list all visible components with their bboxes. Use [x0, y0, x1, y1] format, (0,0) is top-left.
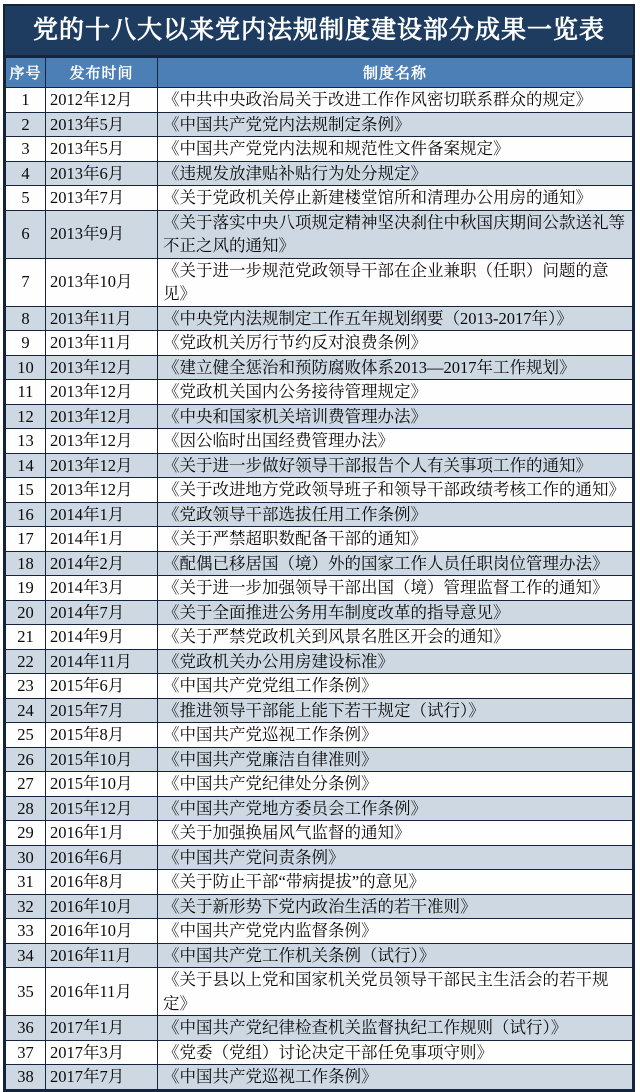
table-row	[6, 502, 633, 527]
row-regulation-name: 《关于进一步做好领导干部报告个人有关事项工作的通知》	[158, 453, 633, 478]
row-regulation-name: 《中央党内法规制定工作五年规划纲要（2013-2017年）》	[158, 306, 633, 331]
row-number: 23	[6, 674, 46, 699]
row-publish-date: 2015年6月	[46, 674, 158, 699]
row-publish-date: 2017年3月	[46, 1040, 158, 1065]
row-regulation-name: 《党委（党组）讨论决定干部任免事项守则》	[158, 1040, 633, 1065]
row-regulation-name: 《推进领导干部能上能下若干规定（试行）》	[158, 698, 633, 723]
row-regulation-name: 《违规发放津贴补贴行为处分规定》	[158, 161, 633, 186]
row-publish-date: 2015年12月	[46, 796, 158, 821]
row-number: 26	[6, 747, 46, 772]
row-publish-date: 2016年11月	[46, 968, 158, 1016]
row-publish-date: 2016年8月	[46, 870, 158, 895]
table-row	[6, 943, 633, 968]
column-header-date: 发布时间	[46, 58, 158, 88]
row-number: 37	[6, 1040, 46, 1065]
row-regulation-name: 《中国共产党党内监督条例》	[158, 919, 633, 944]
row-regulation-name: 《中国共产党廉洁自律准则》	[158, 747, 633, 772]
row-publish-date: 2017年1月	[46, 1016, 158, 1041]
table-row	[6, 186, 633, 211]
row-number: 1	[6, 88, 46, 113]
table-row	[6, 600, 633, 625]
table-row	[6, 478, 633, 503]
table-row	[6, 88, 633, 113]
row-number: 14	[6, 453, 46, 478]
table-row	[6, 1040, 633, 1065]
row-publish-date: 2013年12月	[46, 429, 158, 454]
table-row	[6, 112, 633, 137]
table-row	[6, 772, 633, 797]
row-publish-date: 2015年10月	[46, 747, 158, 772]
row-publish-date: 2013年11月	[46, 331, 158, 356]
row-publish-date: 2014年1月	[46, 527, 158, 552]
row-number: 38	[6, 1065, 46, 1090]
row-regulation-name: 《关于进一步规范党政领导干部在企业兼职（任职）问题的意见》	[158, 258, 633, 306]
table-row	[6, 649, 633, 674]
row-regulation-name: 《关于严禁党政机关到风景名胜区开会的通知》	[158, 625, 633, 650]
row-number: 30	[6, 845, 46, 870]
row-regulation-name: 《关于严禁超职数配备干部的通知》	[158, 527, 633, 552]
row-number: 15	[6, 478, 46, 503]
row-publish-date: 2016年1月	[46, 821, 158, 846]
row-publish-date: 2015年10月	[46, 772, 158, 797]
row-regulation-name: 《中国共产党巡视工作条例》	[158, 723, 633, 748]
row-publish-date: 2013年9月	[46, 210, 158, 258]
row-regulation-name: 《中国共产党纪律检查机关监督执纪工作规则（试行）》	[158, 1016, 633, 1041]
row-number: 22	[6, 649, 46, 674]
table-row	[6, 845, 633, 870]
row-publish-date: 2013年12月	[46, 380, 158, 405]
row-publish-date: 2013年10月	[46, 258, 158, 306]
row-publish-date: 2013年12月	[46, 478, 158, 503]
row-number: 13	[6, 429, 46, 454]
regulations-table-panel	[3, 4, 635, 1092]
table-row	[6, 747, 633, 772]
row-regulation-name: 《关于党政机关停止新建楼堂馆所和清理办公用房的通知》	[158, 186, 633, 211]
table-row	[6, 161, 633, 186]
table-row	[6, 894, 633, 919]
row-number: 24	[6, 698, 46, 723]
row-regulation-name: 《党政机关办公用房建设标准》	[158, 649, 633, 674]
row-regulation-name: 《中国共产党问责条例》	[158, 845, 633, 870]
row-publish-date: 2015年8月	[46, 723, 158, 748]
row-publish-date: 2016年6月	[46, 845, 158, 870]
row-publish-date: 2017年7月	[46, 1065, 158, 1090]
table-row	[6, 380, 633, 405]
column-header-name: 制度名称	[158, 58, 633, 88]
row-number: 12	[6, 404, 46, 429]
row-regulation-name: 《关于新形势下党内政治生活的若干准则》	[158, 894, 633, 919]
row-regulation-name: 《中国共产党党内法规和规范性文件备案规定》	[158, 137, 633, 162]
row-publish-date: 2014年1月	[46, 502, 158, 527]
row-number: 31	[6, 870, 46, 895]
row-number: 6	[6, 210, 46, 258]
row-publish-date: 2015年7月	[46, 698, 158, 723]
row-number: 8	[6, 306, 46, 331]
table-row	[6, 870, 633, 895]
row-regulation-name: 《关于防止干部“带病提拔”的意见》	[158, 870, 633, 895]
row-publish-date: 2014年3月	[46, 576, 158, 601]
row-regulation-name: 《中国共产党纪律处分条例》	[158, 772, 633, 797]
row-number: 19	[6, 576, 46, 601]
table-row	[6, 1065, 633, 1090]
row-regulation-name: 《党政领导干部选拔任用工作条例》	[158, 502, 633, 527]
table-row	[6, 723, 633, 748]
row-number: 28	[6, 796, 46, 821]
table-body	[6, 88, 633, 1090]
table-row	[6, 919, 633, 944]
row-publish-date: 2013年12月	[46, 355, 158, 380]
row-regulation-name: 《建立健全惩治和预防腐败体系2013—2017年工作规划》	[158, 355, 633, 380]
table-row	[6, 355, 633, 380]
row-publish-date: 2013年5月	[46, 137, 158, 162]
row-publish-date: 2016年10月	[46, 919, 158, 944]
row-regulation-name: 《配偶已移居国（境）外的国家工作人员任职岗位管理办法》	[158, 551, 633, 576]
row-number: 11	[6, 380, 46, 405]
table-row	[6, 527, 633, 552]
row-regulation-name: 《中国共产党工作机关条例（试行）》	[158, 943, 633, 968]
column-header-no: 序号	[6, 58, 46, 88]
row-regulation-name: 《关于全面推进公务用车制度改革的指导意见》	[158, 600, 633, 625]
row-number: 7	[6, 258, 46, 306]
row-number: 21	[6, 625, 46, 650]
row-publish-date: 2013年12月	[46, 404, 158, 429]
row-number: 32	[6, 894, 46, 919]
table-row	[6, 551, 633, 576]
table-header-row	[6, 58, 633, 88]
row-publish-date: 2016年10月	[46, 894, 158, 919]
row-number: 34	[6, 943, 46, 968]
row-number: 9	[6, 331, 46, 356]
row-publish-date: 2012年12月	[46, 88, 158, 113]
row-publish-date: 2014年9月	[46, 625, 158, 650]
table-row	[6, 453, 633, 478]
row-regulation-name: 《党政机关厉行节约反对浪费条例》	[158, 331, 633, 356]
row-regulation-name: 《关于落实中央八项规定精神坚决刹住中秋国庆期间公款送礼等不正之风的通知》	[158, 210, 633, 258]
row-publish-date: 2014年7月	[46, 600, 158, 625]
row-regulation-name: 《中国共产党党组工作条例》	[158, 674, 633, 699]
row-number: 16	[6, 502, 46, 527]
table-row	[6, 1016, 633, 1041]
table-row	[6, 331, 633, 356]
row-regulation-name: 《中国共产党党内法规制定条例》	[158, 112, 633, 137]
row-number: 2	[6, 112, 46, 137]
row-number: 35	[6, 968, 46, 1016]
row-number: 5	[6, 186, 46, 211]
table-row	[6, 796, 633, 821]
row-publish-date: 2013年12月	[46, 453, 158, 478]
table-row	[6, 137, 633, 162]
row-publish-date: 2013年5月	[46, 112, 158, 137]
table-row	[6, 821, 633, 846]
row-regulation-name: 《因公临时出国经费管理办法》	[158, 429, 633, 454]
row-regulation-name: 《关于进一步加强领导干部出国（境）管理监督工作的通知》	[158, 576, 633, 601]
row-publish-date: 2016年11月	[46, 943, 158, 968]
row-number: 18	[6, 551, 46, 576]
table-row	[6, 306, 633, 331]
row-regulation-name: 《中国共产党地方委员会工作条例》	[158, 796, 633, 821]
row-number: 27	[6, 772, 46, 797]
row-regulation-name: 《党政机关国内公务接待管理规定》	[158, 380, 633, 405]
row-regulation-name: 《中央和国家机关培训费管理办法》	[158, 404, 633, 429]
row-regulation-name: 《关于加强换届风气监督的通知》	[158, 821, 633, 846]
row-publish-date: 2014年11月	[46, 649, 158, 674]
table-row	[6, 258, 633, 306]
row-regulation-name: 《关于县以上党和国家机关党员领导干部民主生活会的若干规定》	[158, 968, 633, 1016]
table-row	[6, 625, 633, 650]
row-publish-date: 2013年7月	[46, 186, 158, 211]
table-row	[6, 429, 633, 454]
row-publish-date: 2013年11月	[46, 306, 158, 331]
table-row	[6, 674, 633, 699]
row-number: 33	[6, 919, 46, 944]
table-row	[6, 576, 633, 601]
page-title: 党的十八大以来党内法规制度建设部分成果一览表	[5, 6, 633, 57]
row-publish-date: 2013年6月	[46, 161, 158, 186]
row-number: 36	[6, 1016, 46, 1041]
row-regulation-name: 《中国共产党巡视工作条例》	[158, 1065, 633, 1090]
row-number: 4	[6, 161, 46, 186]
row-number: 17	[6, 527, 46, 552]
row-number: 3	[6, 137, 46, 162]
table-row	[6, 404, 633, 429]
row-publish-date: 2014年2月	[46, 551, 158, 576]
row-number: 20	[6, 600, 46, 625]
row-regulation-name: 《中共中央政治局关于改进工作作风密切联系群众的规定》	[158, 88, 633, 113]
row-regulation-name: 《关于改进地方党政领导班子和领导干部政绩考核工作的通知》	[158, 478, 633, 503]
row-number: 25	[6, 723, 46, 748]
row-number: 29	[6, 821, 46, 846]
table-row	[6, 210, 633, 258]
regulations-table	[5, 57, 633, 1090]
row-number: 10	[6, 355, 46, 380]
table-row	[6, 698, 633, 723]
table-row	[6, 968, 633, 1016]
